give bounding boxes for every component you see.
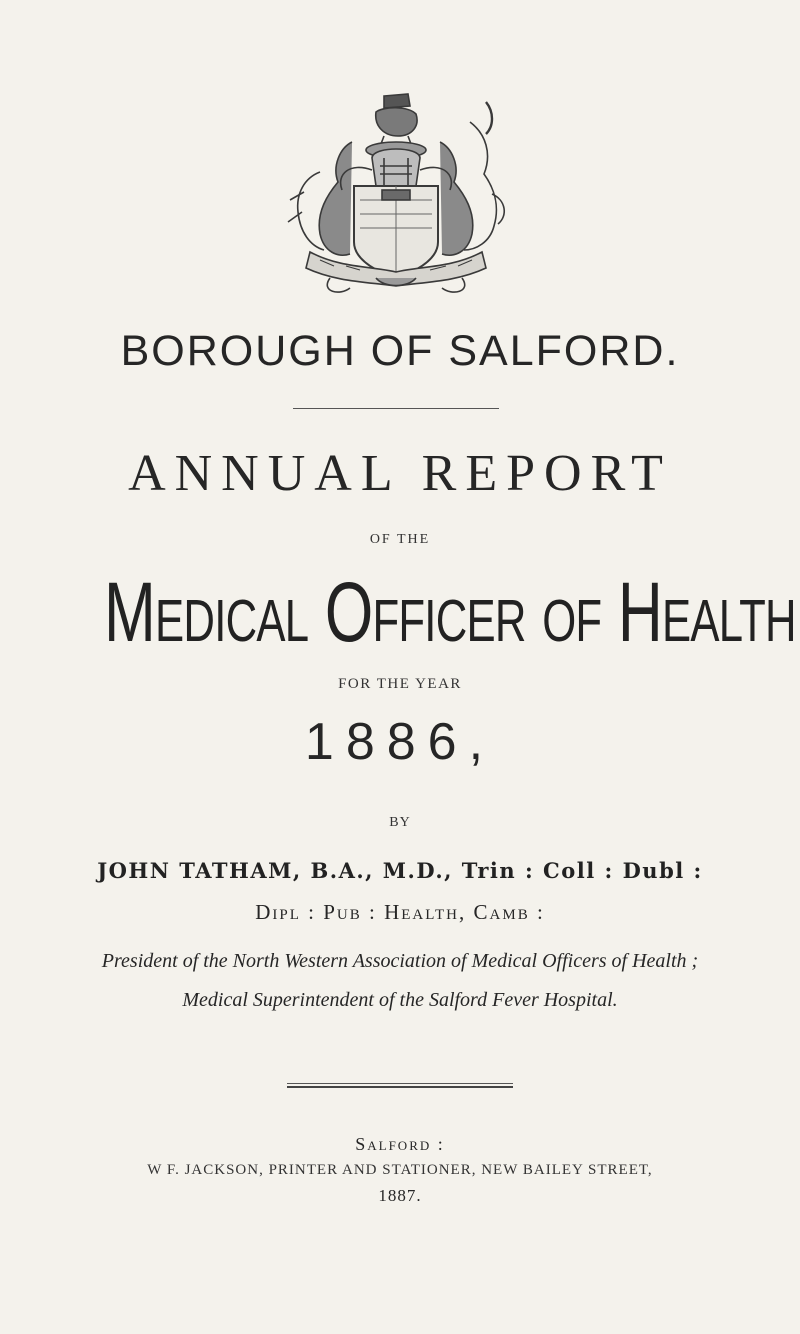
office-title: Medical Officer of Health xyxy=(104,565,796,659)
author-position-1: President of the North Western Association of Medical Officers of Health ; xyxy=(101,950,699,972)
report-title: ANNUAL REPORT xyxy=(128,445,672,502)
divider-rule xyxy=(293,408,499,409)
author-position-2: Medical Superintendent of the Salford Fever Hospital. xyxy=(182,989,618,1011)
coat-of-arms-icon xyxy=(280,82,512,304)
for-the-year-label: FOR THE YEAR xyxy=(338,676,462,692)
divider-rule-thin xyxy=(287,1083,513,1084)
author-name: JOHN TATHAM, B.A., M.D., Trin : Coll : Dubl : xyxy=(97,858,703,883)
author-diploma: Dipl : Pub : Health, Camb : xyxy=(255,900,545,924)
borough-heading: BOROUGH OF SALFORD. xyxy=(120,327,680,375)
report-year: 1886, xyxy=(304,713,496,771)
imprint-printer: W F. JACKSON, PRINTER AND STATIONER, NEW BAILEY STREET, xyxy=(147,1162,653,1178)
divider-rule-thick xyxy=(287,1086,513,1088)
imprint-place: Salford : xyxy=(355,1134,445,1154)
of-the-label: OF THE xyxy=(369,532,431,547)
by-label: BY xyxy=(389,815,411,830)
imprint-year: 1887. xyxy=(378,1186,422,1205)
